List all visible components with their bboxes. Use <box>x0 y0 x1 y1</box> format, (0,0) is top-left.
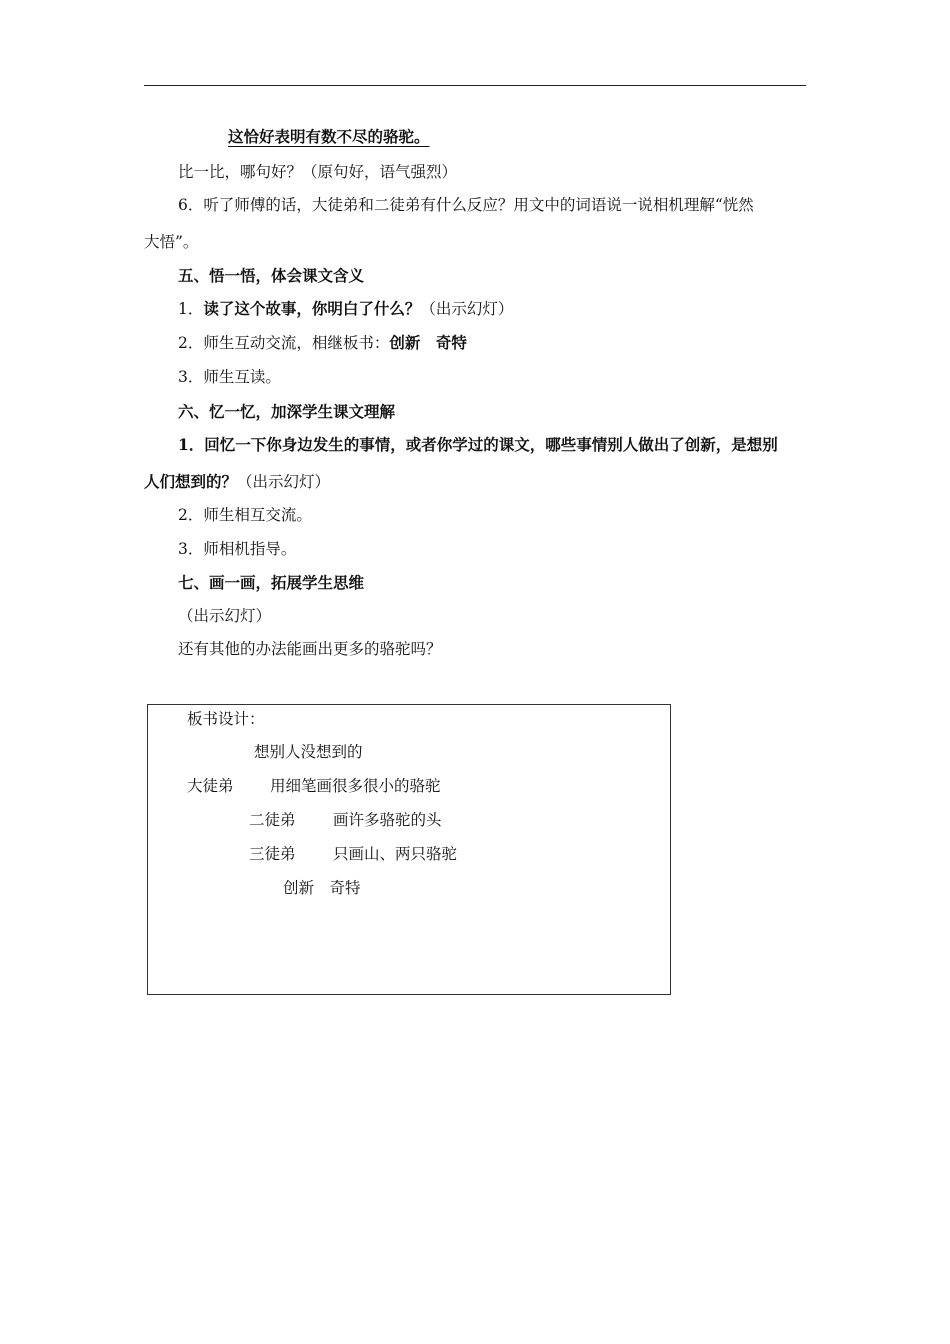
board-title: 板书设计： <box>187 710 265 728</box>
item-question: 人们想到的？ <box>144 472 238 491</box>
section-7-note: （出示幻灯） <box>178 607 272 625</box>
header-rule <box>144 85 806 86</box>
section-6-item-1-line-2 <box>144 472 330 492</box>
section-6-item-1-line-1: 1．回忆一下你身边发生的事情，或者你学过的课文，哪些事情别人做出了创新，是想别 <box>178 435 778 454</box>
section-5-item-1 <box>178 299 513 319</box>
board-row-3-desc: 只画山、两只骆驼 <box>333 845 458 863</box>
section-5-item-3: 3．师生互读。 <box>178 368 281 386</box>
section-6-title: 六、忆一忆，加深学生课文理解 <box>178 402 396 421</box>
item-keywords: 创新 奇特 <box>389 333 467 352</box>
item-text: 2．师生互动交流，相继板书： <box>178 334 390 352</box>
board-row-1-name: 大徒弟 <box>187 777 234 795</box>
question-6-line-1: 6．听了师傅的话，大徒弟和二徒弟有什么反应？用文中的词语说一说相机理解“恍然 <box>178 196 754 214</box>
board-row-2-name: 二徒弟 <box>249 811 296 829</box>
quote-line: 这恰好表明有数不尽的骆驼。 <box>228 127 430 146</box>
board-row-1-desc: 用细笔画很多很小的骆驼 <box>270 777 441 795</box>
board-center-text: 想别人没想到的 <box>254 743 363 761</box>
section-5-item-2 <box>178 333 467 353</box>
section-5-title: 五、悟一悟，体会课文含义 <box>178 266 365 285</box>
compare-line: 比一比，哪句好？（原句好，语气强烈） <box>178 163 458 181</box>
board-row-3-name: 三徒弟 <box>249 845 296 863</box>
item-question: 读了这个故事，你明白了什么？ <box>203 299 421 318</box>
section-6-item-2: 2．师生相互交流。 <box>178 506 312 524</box>
board-row-2-desc: 画许多骆驼的头 <box>333 811 442 829</box>
board-bottom-keywords: 创新 奇特 <box>283 879 361 897</box>
section-7-question: 还有其他的办法能画出更多的骆驼吗？ <box>178 640 442 658</box>
section-7-title: 七、画一画，拓展学生思维 <box>178 573 365 592</box>
question-6-line-2: 大悟”。 <box>144 233 199 251</box>
slide-note: （出示幻灯） <box>420 300 514 318</box>
item-number: 1． <box>178 300 204 318</box>
section-6-item-3: 3．师相机指导。 <box>178 540 297 558</box>
slide-note: （出示幻灯） <box>237 473 331 491</box>
